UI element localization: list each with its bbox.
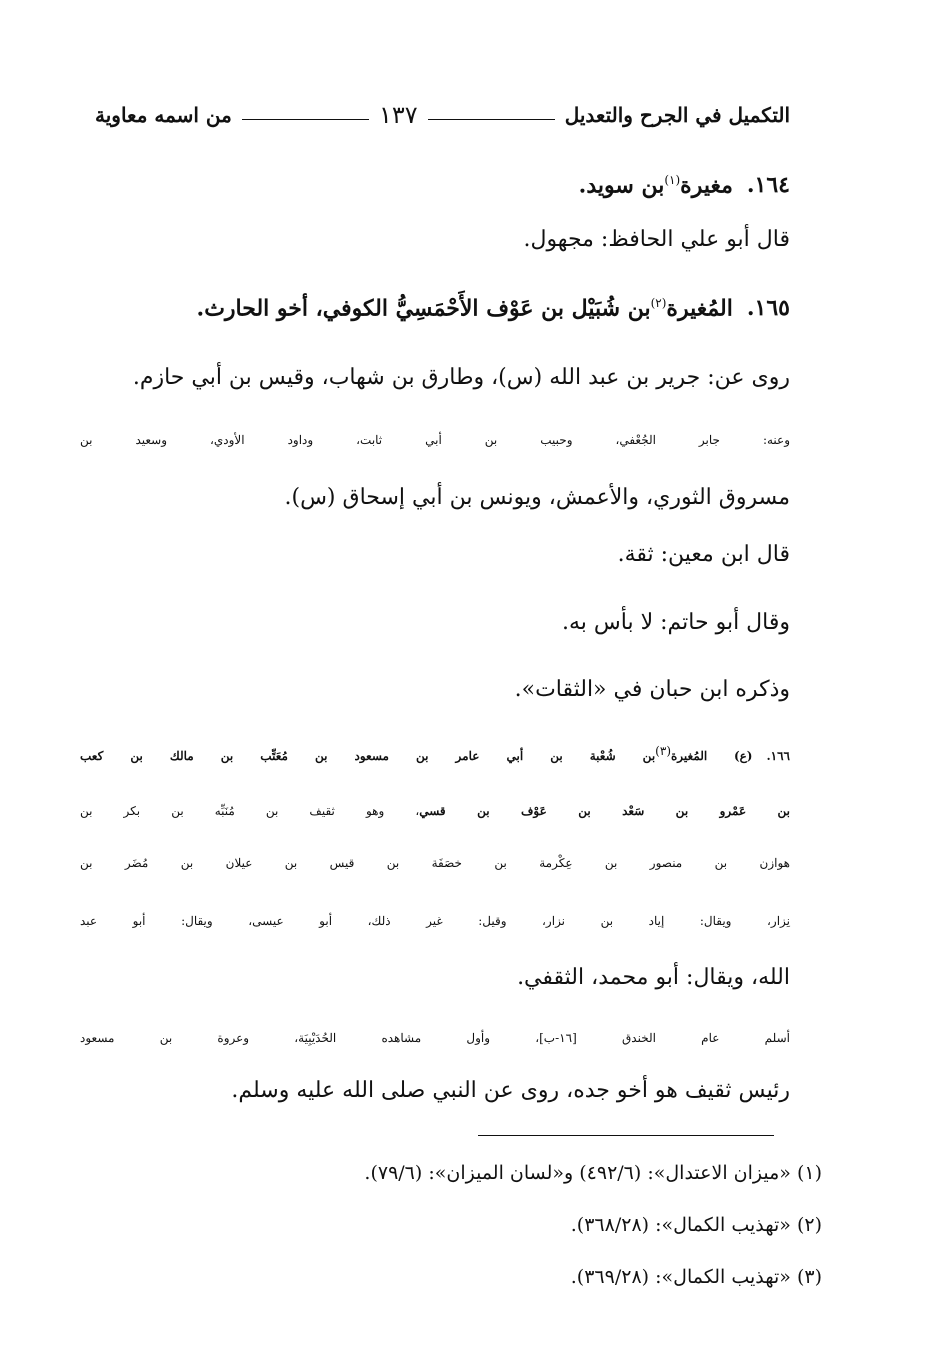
entry-165-footnote-mark: (٢) (650, 296, 667, 310)
header-rule-right (428, 119, 555, 120)
entry-166-line-5: أسلم عام الخندق [١٦-ب]، وأول مشاهده الحُدَيْبِيَة، وعروة بن مسعود (80, 1031, 790, 1045)
page-number: ١٣٧ (378, 101, 418, 129)
entry-165-line-5: وقال أبو حاتم: لا بأس به. (561, 610, 790, 635)
entry-166-line-1-bold: بن عَمْرو بن سَعْد بن عَوْف بن قسي (419, 804, 791, 818)
entry-166-line-1-rest: ، وهو ثقيف بن مُنَبِّه بن بكر بن (80, 804, 420, 818)
entry-165-line-3: مسروق الثوري، والأعمش، ويونس بن أبي إسحاق (س). (284, 485, 790, 510)
entry-165-line-1: روى عن: جرير بن عبد الله (س)، وطارق بن شهاب، وقيس بن أبي حازم. (132, 365, 790, 390)
entry-166-line-1 (80, 793, 790, 829)
footnote-divider (478, 1135, 774, 1136)
entry-165-line-6: وذكره ابن حبان في «الثقات». (514, 677, 790, 702)
header-section-title: من اسمه معاوية (95, 103, 232, 127)
entry-165-number: ١٦٥. (746, 295, 790, 322)
entry-166-name-a: المُغيرة (671, 749, 708, 763)
footnote-1: (١) «ميزان الاعتدال»: (٤٩٢/٦) و«لسان الميزان»: (٧٩/٦). (364, 1162, 822, 1184)
entry-166-heading (80, 733, 790, 774)
entry-164-line-1: قال أبو علي الحافظ: مجهول. (523, 227, 790, 252)
entry-164-name-b: بن سويد. (578, 172, 665, 199)
entry-165-name-b: بن شُبَيْل بن عَوْف الأَحْمَسِيُّ الكوفي، أخو الحارث. (196, 295, 651, 322)
entry-166-name-b: بن شُعْبة بن أبي عامر بن مسعود بن مُعَتِّب بن مالك بن كعب (80, 749, 656, 763)
footnote-3: (٣) «تهذيب الكمال»: (٣٦٩/٢٨). (570, 1266, 822, 1288)
running-header (95, 95, 790, 135)
footnote-2: (٢) «تهذيب الكمال»: (٣٦٨/٢٨). (570, 1214, 822, 1236)
entry-165-line-4: قال ابن معين: ثقة. (617, 542, 790, 567)
entry-165-heading (197, 285, 790, 327)
entry-164-number: ١٦٤. (746, 172, 790, 199)
entry-166-number: ١٦٦. (766, 749, 790, 763)
entry-166-footnote-mark: (٣) (655, 744, 671, 758)
entry-164-name-a: مغيرة (680, 172, 733, 199)
header-book-title: التكميل في الجرح والتعديل (564, 103, 791, 127)
entry-166-prefix: (ع) (733, 749, 753, 763)
entry-165-name-a: المُغيرة (666, 295, 733, 322)
entry-164-footnote-mark: (١) (664, 173, 681, 187)
entry-166-line-4: الله، ويقال: أبو محمد، الثقفي. (517, 965, 790, 990)
header-rule-left (242, 119, 369, 120)
entry-164-heading (579, 162, 790, 204)
entry-166-line-3: نِزار، ويقال: إياد بن نزار، وقيل: غير ذلك، أبو عيسى، ويقال: أبو عبد (80, 914, 790, 928)
entry-166-line-2: هوازن بن منصور بن عِكْرمة بن خصَفَة بن قيس بن عيلان بن مُضَر بن (80, 856, 790, 870)
entry-165-line-2: وعنه: جابر الجُعْفي، وحبيب بن أبي ثابت، وداود الأودي، وسعيد بن (80, 433, 790, 447)
entry-166-line-6: رئيس ثقيف هو أخو جده، روى عن النبي صلى الله عليه وسلم. (231, 1078, 790, 1103)
